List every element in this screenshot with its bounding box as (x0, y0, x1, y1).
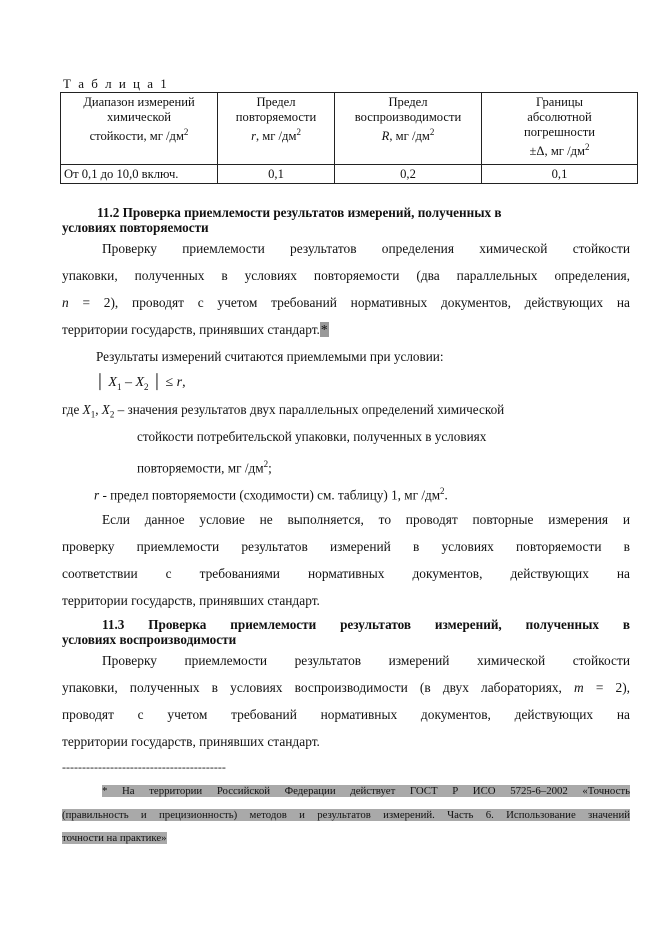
paragraph-line: упаковки, полученных в условиях воспроизводимости (в двух лабораториях, m = 2), (62, 680, 631, 695)
col-header-reproducibility: Предел воспроизводимости R, мг $/дм^2$ (335, 93, 482, 165)
paragraph-line: Проверку приемлемости результатов определения химической стойкости (102, 241, 630, 256)
paragraph-line: упаковки, полученных в условиях повторяемости (два параллельных определения, (62, 268, 630, 283)
footnote (62, 780, 630, 851)
section-11-2-heading: 11.2 Проверка приемлемости результатов измерений, полученных в (97, 205, 502, 220)
formula: │ $X_1 - X_2$ │ ≤ r, (95, 375, 186, 392)
paragraph-line: территории государств, принявших стандарт. (62, 593, 320, 608)
section-11-2-heading-cont: условиях повторяемости (62, 220, 209, 235)
footnote-line: * На территории Российской Федерации действует ГОСТ Р ИСО 5725-6–2002 «Точность (102, 785, 630, 797)
paragraph-line: территории государств, принявших стандарт.* (62, 322, 328, 337)
footnote-line: точности на практике» (62, 832, 167, 844)
where-line: где $X_1$, $X_2$ – значения результатов двух параллельных определений химической (62, 402, 505, 420)
paragraph-line: соответствии с требованиями нормативных документов, действующих на (62, 566, 630, 581)
col-header-repeatability: Предел повторяемости r, мг $/дм^2$ (218, 93, 335, 165)
paragraph-line: проводят с учетом требований нормативных документов, действующих на (62, 707, 630, 722)
section-11-3-heading-cont: условиях воспроизводимости (62, 632, 237, 647)
where-line: стойкости потребительской упаковки, полученных в условиях (137, 429, 487, 444)
r-definition: r - предел повторяемости (сходимости) см. таблицу) 1, мг $/дм^2$. (94, 486, 448, 503)
cell-delta: 0,1 (482, 165, 638, 184)
paragraph-line: n = 2), проводят с учетом требований нормативных документов, действующих на (62, 295, 630, 310)
paragraph-line: Если данное условие не выполняется, то проводят повторные измерения и (102, 512, 630, 527)
footnote-line: (правильность и прецизионность) методов и результатов измерений. Часть 6. Использование значений (62, 808, 630, 821)
cell-r: 0,1 (218, 165, 335, 184)
paragraph-line: Проверку приемлемости результатов измерений химической стойкости (102, 653, 630, 668)
section-11-3-heading: 11.3 Проверка приемлемости результатов измерений, полученных в (102, 617, 630, 632)
paragraph-line: территории государств, принявших стандарт. (62, 734, 320, 749)
table-row (61, 165, 638, 184)
cell-range: От 0,1 до 10,0 включ. (61, 165, 218, 184)
col-header-range: Диапазон измерений химической стойкости, мг $/дм^2$ (61, 93, 218, 165)
paragraph-line: проверку приемлемости результатов измерений в условиях повторяемости в (62, 539, 630, 554)
col-header-error-bounds: Границы абсолютной погрешности ±Δ, мг $/дм^2$ (482, 93, 638, 165)
table-caption: Т а б л и ц а 1 (63, 76, 169, 91)
footnote-rule: ----------------------------------------- (62, 760, 226, 774)
table-1 (60, 92, 638, 184)
cell-R: 0,2 (335, 165, 482, 184)
footnote-marker[interactable]: * (320, 322, 328, 337)
where-line: повторяемости, мг $/дм^2$; (137, 459, 272, 476)
condition-text: Результаты измерений считаются приемлемыми при условии: (96, 349, 444, 364)
